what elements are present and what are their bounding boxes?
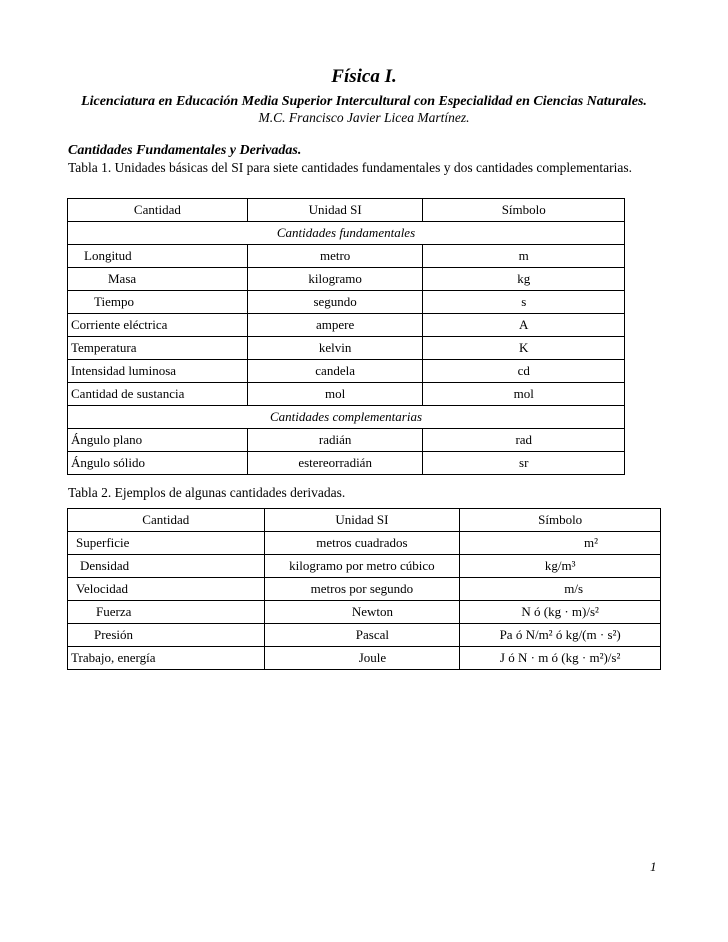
quantity-cell: Ángulo sólido (68, 452, 248, 475)
column-header: Símbolo (423, 199, 625, 222)
symbol-cell: mol (423, 383, 625, 406)
column-header: Cantidad (68, 509, 265, 532)
symbol-cell: cd (423, 360, 625, 383)
symbol-cell: m² (460, 532, 661, 555)
quantity-cell: Corriente eléctrica (68, 314, 248, 337)
quantity-cell: Densidad (68, 555, 265, 578)
group-row-fundamental (68, 222, 625, 245)
unit-cell: metros cuadrados (264, 532, 460, 555)
table-header-row (68, 509, 661, 532)
table-row (68, 578, 661, 601)
quantity-cell: Temperatura (68, 337, 248, 360)
table-row (68, 268, 625, 291)
unit-cell: segundo (247, 291, 423, 314)
quantity-cell: Tiempo (68, 291, 248, 314)
document-subtitle: Licenciatura en Educación Media Superior Intercultural con Especialidad en Ciencias Naturales. (81, 94, 647, 109)
group-row-complementary (68, 406, 625, 429)
group-label: Cantidades complementarias (68, 406, 625, 429)
symbol-cell: N ó (kg · m)/s² (460, 601, 661, 624)
symbol-cell: K (423, 337, 625, 360)
table-row (68, 555, 661, 578)
column-header: Cantidad (68, 199, 248, 222)
symbol-cell: J ó N · m ó (kg · m²)/s² (460, 647, 661, 670)
quantity-cell: Intensidad luminosa (68, 360, 248, 383)
table2-caption: Tabla 2. Ejemplos de algunas cantidades derivadas. (68, 485, 346, 500)
table-derived-quantities (67, 508, 661, 670)
column-header: Unidad SI (247, 199, 423, 222)
symbol-cell: sr (423, 452, 625, 475)
symbol-cell: m/s (460, 578, 661, 601)
table-row (68, 452, 625, 475)
table-row (68, 337, 625, 360)
unit-cell: kelvin (247, 337, 423, 360)
unit-cell: mol (247, 383, 423, 406)
unit-cell: estereorradián (247, 452, 423, 475)
quantity-cell: Superficie (68, 532, 265, 555)
symbol-cell: A (423, 314, 625, 337)
quantity-cell: Velocidad (68, 578, 265, 601)
symbol-cell: s (423, 291, 625, 314)
table-row (68, 532, 661, 555)
document-author: M.C. Francisco Javier Licea Martínez. (258, 110, 470, 125)
quantity-cell: Presión (68, 624, 265, 647)
unit-cell: metro (247, 245, 423, 268)
table1-caption: Tabla 1. Unidades básicas del SI para siete cantidades fundamentales y dos cantidades complementarias. (68, 160, 632, 175)
table-row (68, 624, 661, 647)
column-header: Símbolo (460, 509, 661, 532)
unit-cell: kilogramo por metro cúbico (264, 555, 460, 578)
symbol-cell: m (423, 245, 625, 268)
unit-cell: Joule (264, 647, 460, 670)
table-row (68, 601, 661, 624)
unit-cell: ampere (247, 314, 423, 337)
unit-cell: Newton (264, 601, 460, 624)
quantity-cell: Longitud (68, 245, 248, 268)
symbol-cell: kg (423, 268, 625, 291)
quantity-cell: Ángulo plano (68, 429, 248, 452)
quantity-cell: Fuerza (68, 601, 265, 624)
symbol-cell: kg/m³ (460, 555, 661, 578)
unit-cell: metros por segundo (264, 578, 460, 601)
table-row (68, 360, 625, 383)
page-number: 1 (650, 859, 657, 874)
table-row (68, 245, 625, 268)
symbol-cell: Pa ó N/m² ó kg/(m · s²) (460, 624, 661, 647)
quantity-cell: Cantidad de sustancia (68, 383, 248, 406)
unit-cell: Pascal (264, 624, 460, 647)
section-title: Cantidades Fundamentales y Derivadas. (68, 143, 302, 158)
quantity-cell: Masa (68, 268, 248, 291)
table-row (68, 647, 661, 670)
table-row (68, 314, 625, 337)
table-si-base-units (67, 198, 625, 475)
table-header-row (68, 199, 625, 222)
unit-cell: candela (247, 360, 423, 383)
unit-cell: kilogramo (247, 268, 423, 291)
group-label: Cantidades fundamentales (68, 222, 625, 245)
quantity-cell: Trabajo, energía (68, 647, 265, 670)
table-row (68, 429, 625, 452)
symbol-cell: rad (423, 429, 625, 452)
unit-cell: radián (247, 429, 423, 452)
table-row (68, 383, 625, 406)
document-title: Física I. (331, 66, 397, 87)
column-header: Unidad SI (264, 509, 460, 532)
table-row (68, 291, 625, 314)
